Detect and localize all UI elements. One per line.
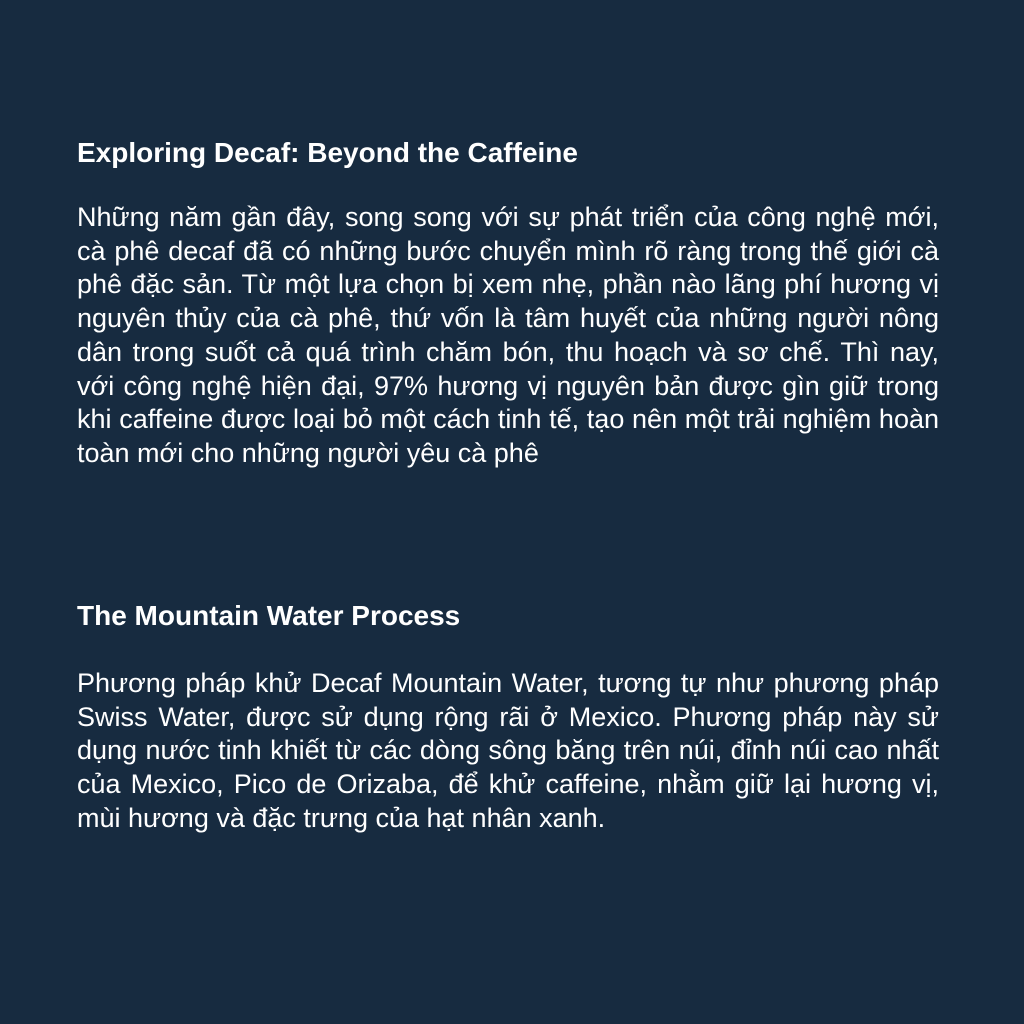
section-body-mountain-water: Phương pháp khử Decaf Mountain Water, tương tự như phương pháp Swiss Water, được sử dụng rộng rãi ở Mexico. Phương pháp này sử dụng nước tinh khiết từ các dòng sông băng trên núi, đỉnh núi cao nhất của Mexico, Pico de Orizaba, để khử caffeine, nhằm giữ lại hương vị, mùi hương và đặc trưng của hạt nhân xanh.	[77, 668, 939, 833]
section-heading-mountain-water: The Mountain Water Process	[77, 600, 461, 631]
section-body-decaf: Những năm gần đây, song song với sự phát triển của công nghệ mới, cà phê decaf đã có những bước chuyển mình rõ ràng trong thế giới cà phê đặc sản. Từ một lựa chọn bị xem nhẹ, phần nào lãng phí hương vị nguyên thủy của cà phê, thứ vốn là tâm huyết của những người nông dân trong suốt cả quá trình chăm bón, thu hoạch và sơ chế. Thì nay, với công nghệ hiện đại, 97% hương vị nguyên bản được gìn giữ trong khi caffeine được loại bỏ một cách tinh tế, tạo nên một trải nghiệm hoàn toàn mới cho những người yêu cà phê	[77, 202, 939, 468]
article	[77, 0, 939, 1024]
section-heading-decaf: Exploring Decaf: Beyond the Caffeine	[77, 137, 578, 168]
